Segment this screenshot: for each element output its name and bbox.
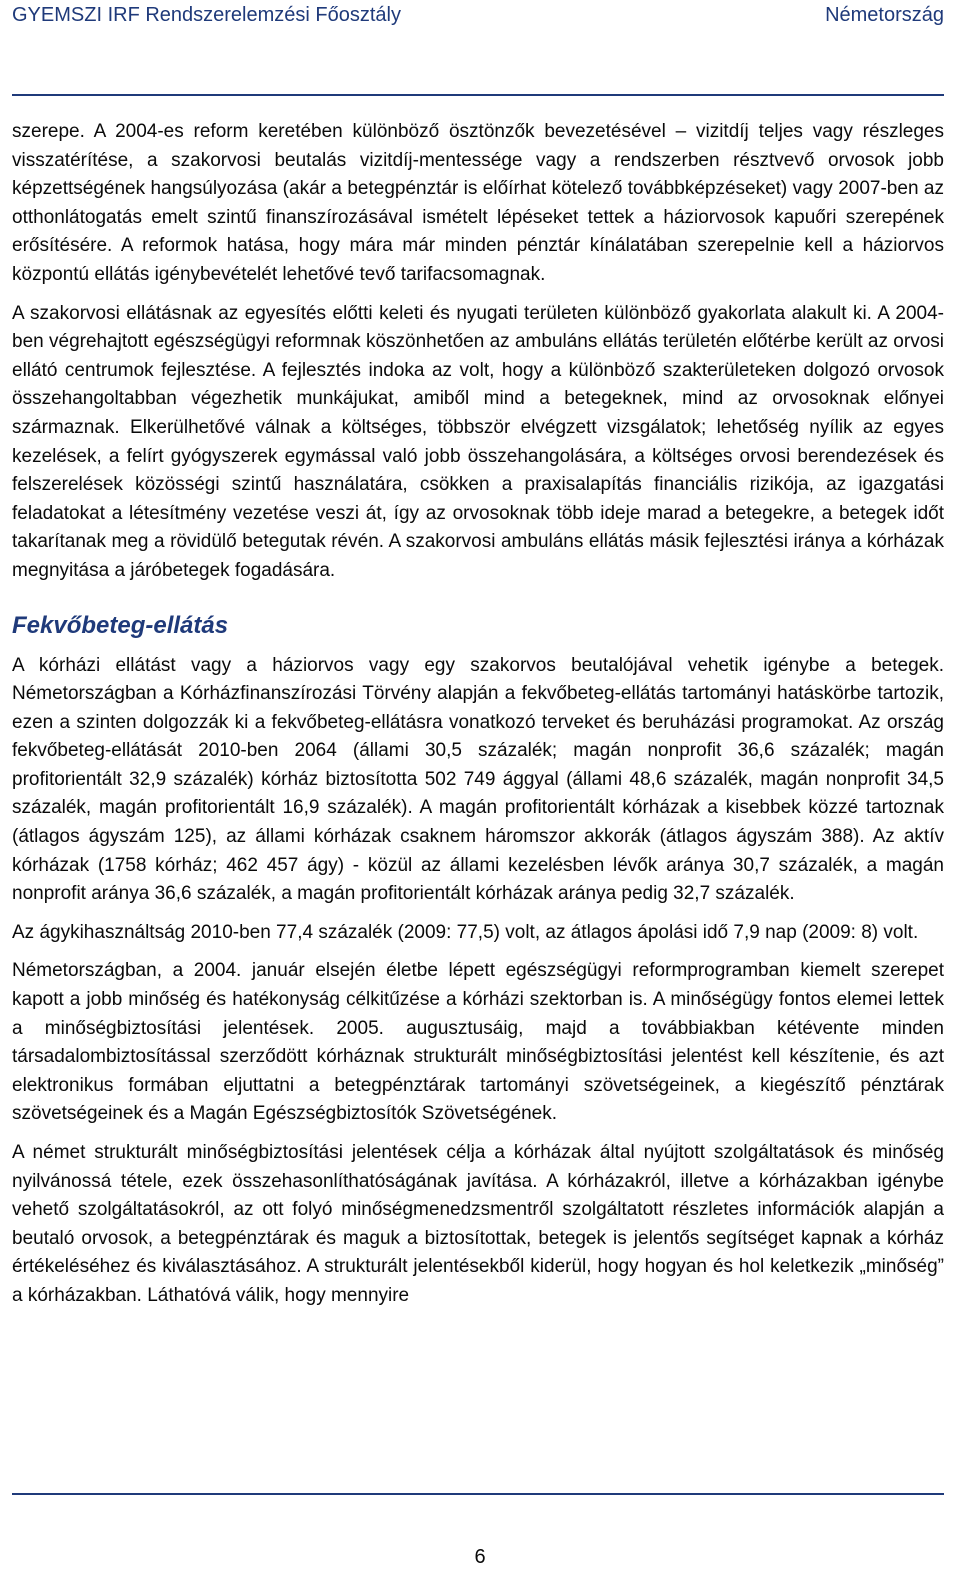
header-department: GYEMSZI IRF Rendszerelemzési Főosztály bbox=[12, 4, 401, 26]
section-heading: Fekvőbeteg-ellátás bbox=[12, 611, 229, 639]
body-paragraph: Az ágykihasználtság 2010-ben 77,4 százalék (2009: 77,5) volt, az átlagos ápolási idő 7,9 nap (2009: 8) volt. bbox=[12, 921, 919, 943]
page-header bbox=[12, 0, 944, 30]
footer-divider bbox=[12, 1493, 944, 1495]
body-paragraph: A kórházi ellátást vagy a háziorvos vagy egy szakorvos beutalójával vehetik igénybe a betegek. Németországban a Kórházfinanszírozási Törvény alapján a fekvőbeteg-ellátás tartományi hatáskörbe tartozik, ezen a szinten dolgozzák ki a fekvőbeteg-ellátásra vonatkozó terveket és beruházási programokat. Az ország fekvőbeteg-ellátását 2010-ben 2064 (állami 30,5 százalék; magán nonprofit 36,6 százalék; magán profitorientált 32,9 százalék) kórház biztosította 502 749 ággyal (állami 48,6 százalék, magán nonprofit 34,5 százalék, magán profitorientált 16,9 százalék). A magán profitorientált kórházak a kisebbek közzé tartoznak (átlagos ágyszám 125), az állami kórházak csaknem háromszor akkorák (átlagos ágyszám 388). Az aktív kórházak (1758 kórház; 462 457 ágy) - közül az állami kezelésben lévők aránya 30,7 százalék, a magán nonprofit aránya 36,6 százalék, a magán profitorientált kórházak aránya pedig 32,7 százalék. bbox=[12, 654, 944, 905]
header-country: Németország bbox=[825, 4, 944, 26]
body-paragraph: Németországban, a 2004. január elsején életbe lépett egészségügyi reformprogramban kiemelt szerepet kapott a jobb minőség és hatékonyság célkitűzése a kórházi szektorban is. A minőségügy fontos elemei lettek a minőségbiztosítási jelentések. 2005. augusztusáig, majd a továbbiakban kétévente minden társadalombiztosítással szerződött kórháznak strukturált minőségbiztosítási jelentést kell készítenie, és azt elektronikus formában eljuttatni a betegpénztárak tartományi szövetségeinek, a kiegészítő pénztárak szövetségeinek és a Magán Egészségbiztosítók Szövetségének. bbox=[12, 960, 944, 1125]
page-body bbox=[12, 118, 944, 1321]
header-divider bbox=[12, 94, 944, 96]
page-number: 6 bbox=[474, 1546, 486, 1568]
body-paragraph: A német strukturált minőségbiztosítási jelentések célja a kórházak által nyújtott szolgáltatások és minőség nyilvánossá tétele, ezek összehasonlíthatóságának javítása. A kórházakról, illetve a kórházakban igénybe vehető szolgáltatásokról, az ott folyó minőségmenedzsmentről szolgáltatott részletes információk alapján a beutaló orvosok, a betegpénztárak és maguk a biztosítottak, betegek is jelentős segítséget kapnak a kórház értékeléséhez és kiválasztásához. A strukturált jelentésekből kiderül, hogy hogyan és hol keletkezik „minőség” a kórházakban. Láthatóvá válik, hogy mennyire bbox=[12, 1142, 944, 1306]
body-paragraph: A szakorvosi ellátásnak az egyesítés előtti keleti és nyugati területen különböző gyakorlata alakult ki. A 2004-ben végrehajtott egészségügyi reformnak köszönhetően az ambuláns ellátás területén előtérbe került az orvosi ellátó centrumok fejlesztése. A fejlesztés indoka az volt, hogy a különböző szakterületeken dolgozó orvosok összehangoltabban végezhetik munkájukat, amiből mind a betegeknek, mind az orvosoknak előnyei származnak. Elkerülhetővé válnak a költséges, többször elvégzett vizsgálatok; lehetőség nyílik az egyes kezelések, a felírt gyógyszerek egymással való jobb összehangolására, a költséges orvosi berendezések és felszerelések közösségi szintű használatára, csökken a praxisalapítás financiális rizikója, az igazgatási feladatokat a létesítmény vezetése veszi át, így az orvosoknak több ideje marad a betegekre, a betegek időt takarítanak meg a rövidülő betegutak révén. A szakorvosi ambuláns ellátás másik fejlesztési iránya a kórházak megnyitása a járóbetegek fogadására. bbox=[12, 302, 944, 581]
body-paragraph: szerepe. A 2004-es reform keretében különböző ösztönzők bevezetésével – vizitdíj teljes vagy részleges visszatérítése, a szakorvosi beutalás vizitdíj-mentessége vagy a rendszerben résztvevő orvosok jobb képzettségének hangsúlyozása (akár a betegpénztár is előírhat kötelező továbbképzéseket) vagy 2007-ben az otthonlátogatás emelt szintű finanszírozásával ismételt lépéseket tettek a háziorvosok kapuőri szerepének erősítésére. A reformok hatása, hogy mára már minden pénztár kínálatában szerepelnie kell a háziorvos központú ellátás igénybevételét lehetővé tevő tarifacsomagnak. bbox=[12, 121, 944, 285]
